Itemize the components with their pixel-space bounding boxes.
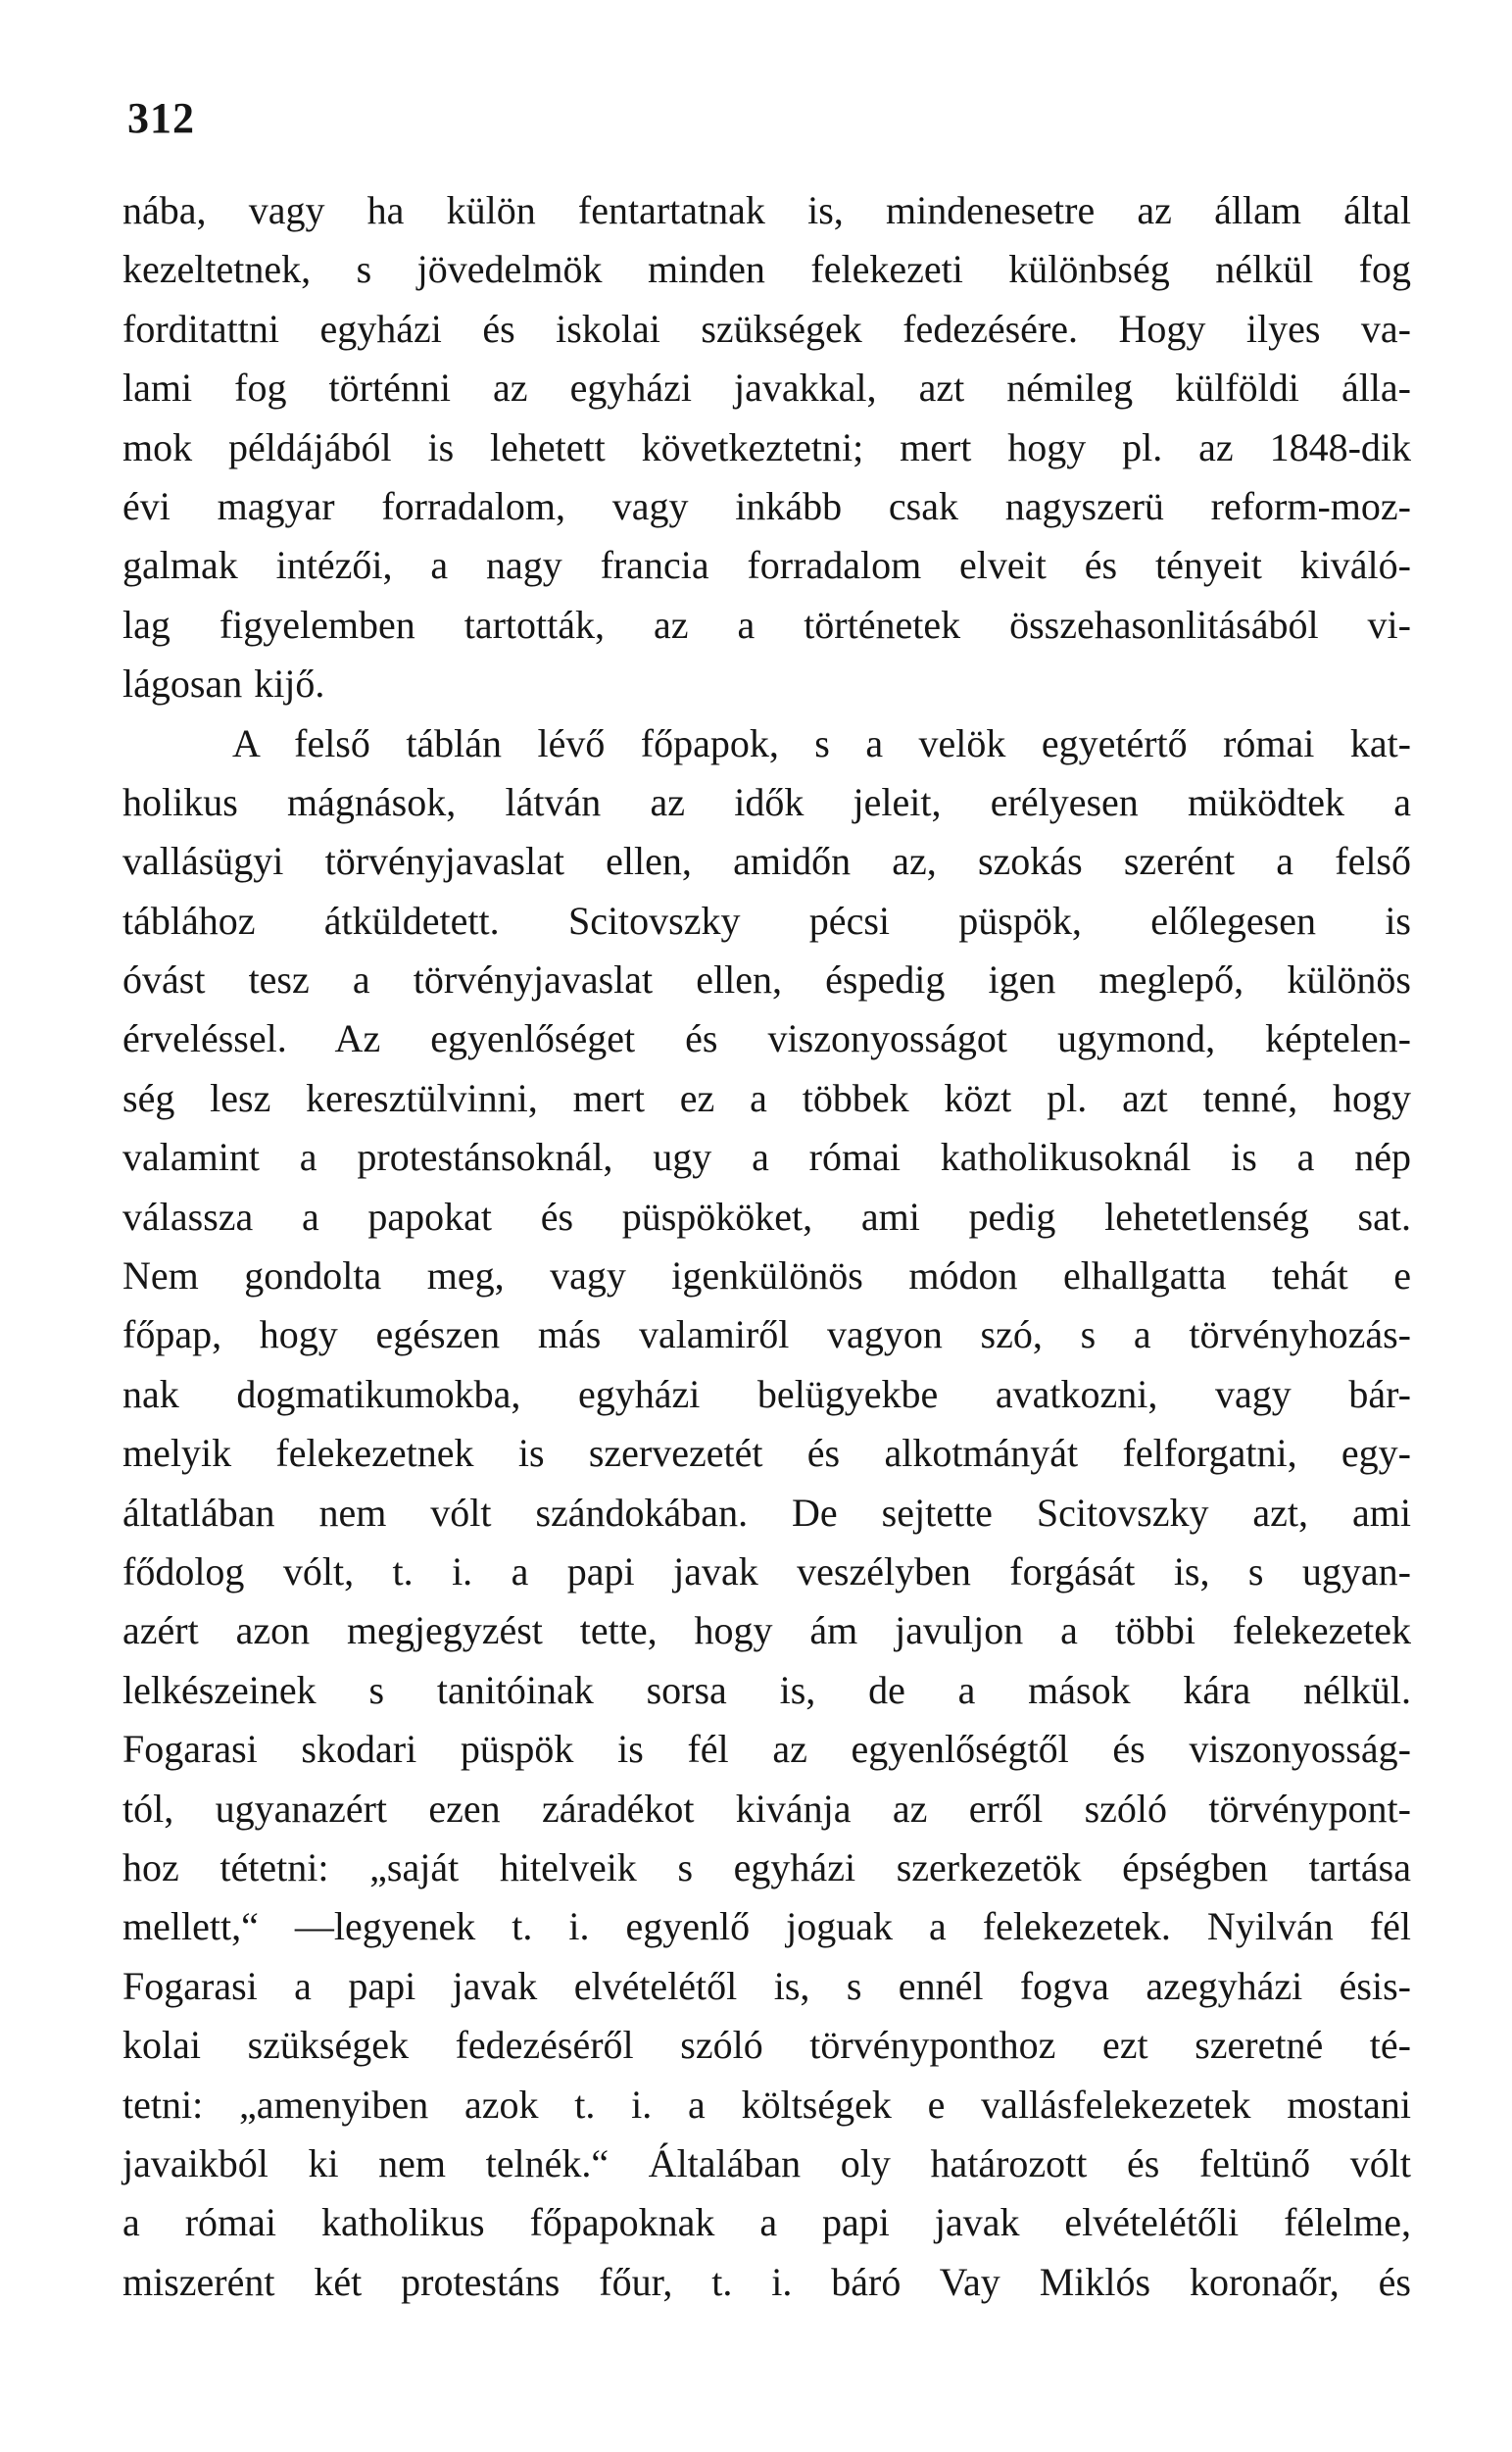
text-line: forditattni egyházi és iskolai szükségek fedezésére. Hogy ilyes va-	[122, 306, 1411, 351]
text-line: nába, vagy ha külön fentartatnak is, mindenesetre az állam által	[122, 188, 1411, 232]
text-line: fődolog vólt, t. i. a papi javak veszélyben forgását is, s ugyan-	[122, 1548, 1411, 1594]
text-line: tetni: „amenyiben azok t. i. a költségek e vallásfelekezetek mostani	[122, 2082, 1411, 2127]
text-line: lelkészeinek s tanitóinak sorsa is, de a mások kára nélkül.	[122, 1667, 1411, 1712]
text-line: mok példájából is lehetett következtetni; mert hogy pl. az 1848-dik	[122, 424, 1411, 469]
text-line: tól, ugyanazért ezen záradékot kivánja az erről szóló törvénypont-	[122, 1786, 1411, 1831]
text-line: érveléssel. Az egyenlőséget és viszonyosságot ugymond, képtelen-	[122, 1016, 1411, 1061]
paragraph-start-line: A felső táblán lévő főpapok, s a velök egyetértő római kat-	[232, 720, 1411, 765]
text-line: holikus mágnások, látván az idők jeleit, erélyesen müködtek a	[122, 779, 1411, 824]
text-line: galmak intézői, a nagy francia forradalom elveit és tényeit kiváló-	[122, 543, 1411, 588]
text-line: miszerént két protestáns főur, t. i. báró Vay Miklós koronaőr, és	[122, 2259, 1411, 2304]
text-line: kolai szükségek fedezéséről szóló törvényponthoz ezt szeretné té-	[122, 2023, 1411, 2068]
text-line: áltatlában nem vólt szándokában. De sejtette Scitovszky azt, ami	[122, 1490, 1411, 1535]
text-line: valamint a protestánsoknál, ugy a római katholikusoknál is a nép	[122, 1135, 1411, 1180]
text-line: évi magyar forradalom, vagy inkább csak nagyszerü reform-moz-	[122, 483, 1411, 528]
text-line: hoz tétetni: „saját hitelveik s egyházi szerkezetök épségben tartása	[122, 1844, 1411, 1889]
text-line: kezeltetnek, s jövedelmök minden felekezeti különbség nélkül fog	[122, 247, 1411, 292]
text-line: nak dogmatikumokba, egyházi belügyekbe avatkozni, vagy bár-	[122, 1371, 1411, 1416]
text-line: lag figyelemben tartották, az a történetek összehasonlitásából vi-	[122, 602, 1411, 647]
text-line: Fogarasi a papi javak elvételétől is, s ennél fogva azegyházi ésis-	[122, 1963, 1411, 2008]
text-line: óvást tesz a törvényjavaslat ellen, éspedig igen meglepő, különös	[122, 957, 1411, 1003]
text-line: Fogarasi skodari püspök is fél az egyenlőségtől és viszonyosság-	[122, 1727, 1411, 1772]
text-line: lami fog történni az egyházi javakkal, azt némileg külföldi álla-	[122, 366, 1411, 411]
body-text	[122, 181, 1411, 2312]
text-line: azért azon megjegyzést tette, hogy ám javuljon a többi felekezetek	[122, 1608, 1411, 1653]
page-number: 312	[127, 94, 195, 142]
text-line: táblához átküldetett. Scitovszky pécsi püspök, előlegesen is	[122, 898, 1411, 943]
text-line: válassza a papokat és püspököket, ami pedig lehetetlenség sat.	[122, 1194, 1411, 1239]
text-line: javaikból ki nem telnék.“ Általában oly határozott és feltünő vólt	[122, 2140, 1411, 2185]
text-line: a római katholikus főpapoknak a papi javak elvételétőli félelme,	[122, 2200, 1411, 2245]
text-line: melyik felekezetnek is szervezetét és alkotmányát felforgatni, egy-	[122, 1431, 1411, 1476]
text-line: vallásügyi törvényjavaslat ellen, amidőn az, szokás szerént a felső	[122, 839, 1411, 884]
text-line: ség lesz keresztülvinni, mert ez a többek közt pl. azt tenné, hogy	[122, 1075, 1411, 1120]
text-line: mellett,“ —legyenek t. i. egyenlő joguak a felekezetek. Nyilván fél	[122, 1904, 1411, 1949]
text-line: Nem gondolta meg, vagy igenkülönös módon elhallgatta tehát e	[122, 1253, 1411, 1299]
text-line: lágosan kijő.	[122, 662, 325, 707]
text-line: főpap, hogy egészen más valamiről vagyon szó, s a törvényhozás-	[122, 1312, 1411, 1357]
